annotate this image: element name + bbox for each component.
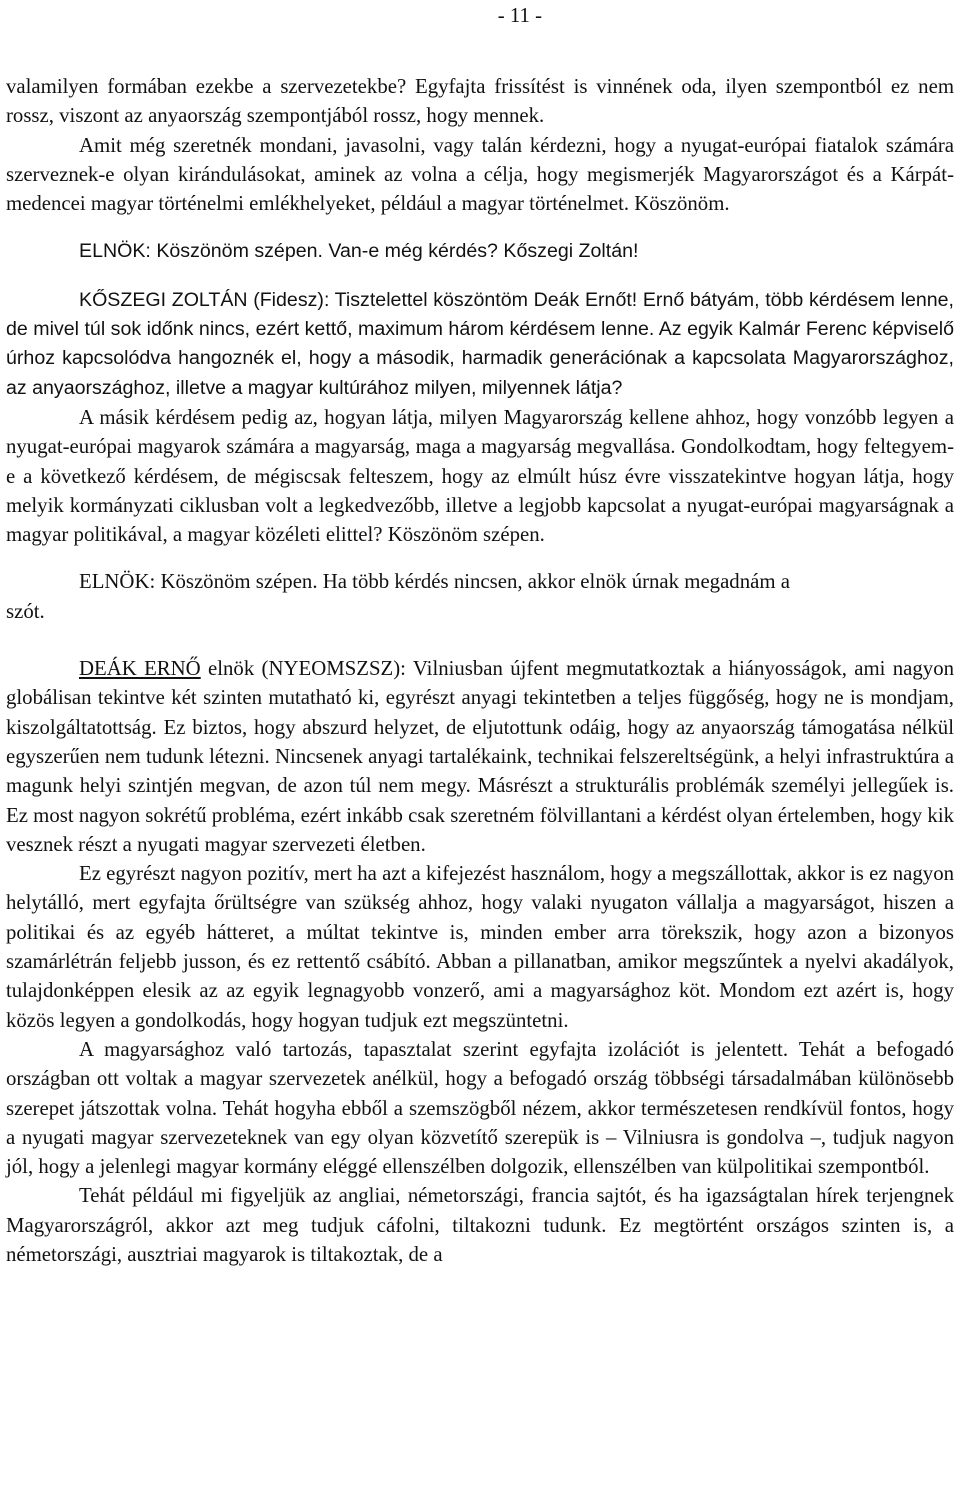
document-body (6, 72, 954, 1269)
chair-remark-1: ELNÖK: Köszönöm szépen. Van-e még kérdés? Kőszegi Zoltán! (79, 240, 639, 263)
deak-answer-1 (6, 654, 954, 859)
koszegi-question-text: KŐSZEGI ZOLTÁN (Fidesz): Tisztelettel köszöntöm Deák Ernőt! Ernő bátyám, több kérdésem lenne, de mivel túl sok időnk nincs, ezért kettő, maximum három kérdésem lenne. Az egyik Kalmár Ferenc képviselő úrhoz kapcsolódva hangoznék el, hogy a második, harmadik generációnak a kapcsolata Magyarországhoz, az anyaországhoz, illetve a magyar kultúrához milyen, milyennek látja? (6, 288, 954, 399)
deak-answer-2: Ez egyrészt nagyon pozitív, mert ha azt a kifejezést használom, hogy a megszállottak, akkor is ez nagyon helytálló, mert egyfajta őrültségre van szükség ahhoz, hogy valaki nyugaton vállalja a magyarságot, hiszen a politikai és az egyéb hátteret, a múltat tekintve is, minden ember arra törekszik, hogy azon a bizonyos szamárlétrán feljebb jusson, és ez rettentő csábító. Abban a pillanatban, amikor megszűntek a nyelvi akadályok, tulajdonképpen elesik az az egyik legnagyobb vonzerő, ami a magyarsághoz köt. Mondom ezt azért is, hogy közös legyen a gondolkodás, hogy hogyan tudjuk ezt megszüntetni. (6, 862, 954, 1032)
deak-answer-3: A magyarsághoz való tartozás, tapasztalat szerint egyfajta izolációt is jelentett. Tehát a befogadó országban ott voltak a magyar szervezetek anélkül, hogy a befogadó ország többségi társadalmában különösebb szerepet játszottak volna. Tehát hogyha ebből a szemszögből nézem, akkor természetesen rendkívül fontos, hogy a nyugati magyar szervezeteknek van egy olyan közvetítő szerepük is – Vilniusra is gondolva –, tudjuk nagyon jól, hogy a jelenlegi magyar kormány eléggé ellenszélben dolgozik, ellenszélben van külpolitikai szempontból. (6, 1037, 954, 1179)
deak-answer-4: Tehát például mi figyeljük az angliai, németországi, francia sajtót, és ha igazságtalan hírek terjengnek Magyarországról, akkor azt meg tudjuk cáfolni, tiltakozni tudunk. Ez megtörtént országos szinten is, a németországi, ausztriai magyarok is tiltakoztak, de a (6, 1184, 954, 1266)
page-number: - 11 - (497, 4, 542, 27)
deak-answer-1-text: elnök (NYEOMSZSZ): Vilniusban újfent megmutatkoztak a hiányosságok, ami nagyon globálisan tekintve két szinten mutatható ki, egyrészt anyagi tekintetben a teljes függőség, hogy ne is mondjam, kiszolgáltatottság. Ez biztos, hogy abszurd helyzet, de eljutottunk odáig, hogy az anyaország támogatása nélkül egyszerűen nem tudunk létezni. Nincsenek anyagi tartalékaink, technikai felszereltségünk, a helyi infrastruktúra a magunk helyi szintjén megvan, de azon túl nem megy. Másrészt a strukturális problémák személyi jellegűek is. Ez most nagyon sokrétű probléma, ezért inkább csak szeretném fölvillantani a kérdést olyan értelemben, hogy kik vesznek részt a nyugati magyar szervezeti életben. (6, 657, 954, 856)
speaker-name: DEÁK ERNŐ (79, 657, 201, 681)
koszegi-question-intro (6, 286, 954, 403)
chair-remark-2-line-2: szót. (6, 599, 45, 623)
koszegi-question-2: A másik kérdésem pedig az, hogyan látja, milyen Magyarország kellene ahhoz, hogy vonzóbb legyen a nyugat-európai magyarok számára a magyarság, maga a magyarság megvallása. Gondolkodtam, hogy feltegyem-e a következő kérdésem, de mégiscsak felteszem, hogy az elmúlt húsz évre visszatekintve hogyan látja, hogy melyik kormányzati ciklusban volt a legkedvezőbb, illetve a legjobb kapcsolat a nyugat-európai magyarságnak a magyar politikával, a magyar közéleti elittel? Köszönöm szépen. (6, 405, 954, 547)
chair-remark-2 (6, 567, 954, 626)
paragraph-2: Amit még szeretnék mondani, javasolni, vagy talán kérdezni, hogy a nyugat-európai fiatalok számára szerveznek-e olyan kirándulásokat, aminek az volna a célja, hogy megismerjék Magyarországot és a Kárpát-medencei magyar történelmi emlékhelyeket, például a magyar történelmet. Köszönöm. (6, 133, 954, 216)
chair-remark-2-line-1: ELNÖK: Köszönöm szépen. Ha több kérdés nincsen, akkor elnök úrnak megadnám a (79, 570, 790, 594)
paragraph-1: valamilyen formában ezekbe a szervezetekbe? Egyfajta frissítést is vinnének oda, ilyen szempontból ez nem rossz, viszont az anyaország szempontjából rossz, hogy mennek. (6, 75, 954, 128)
